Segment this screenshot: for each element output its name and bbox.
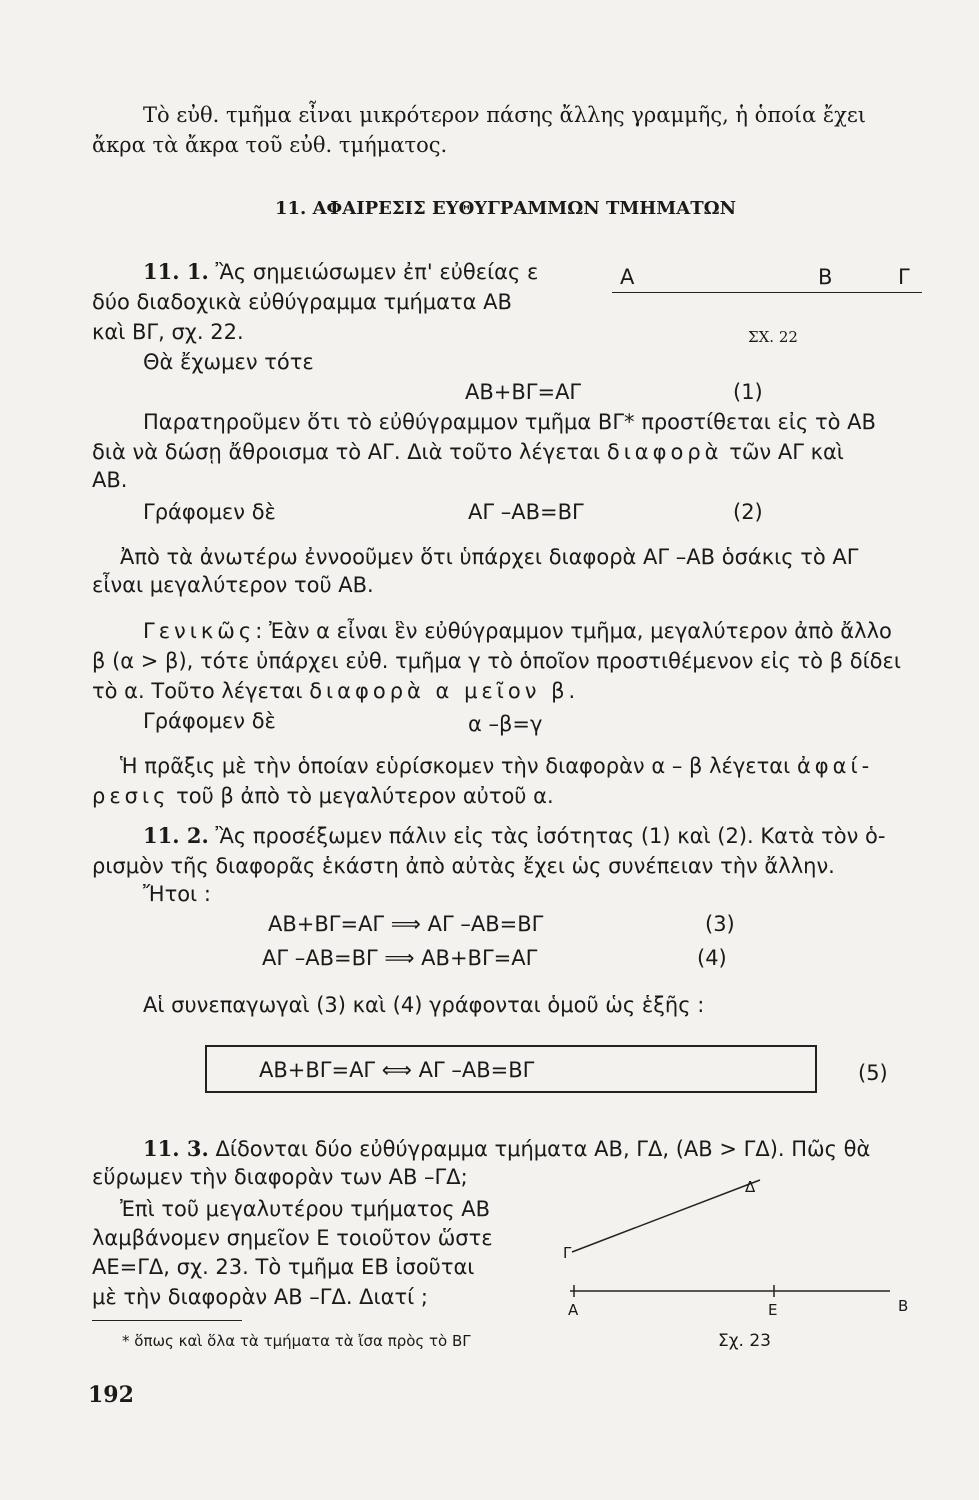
text: Δίδονται δύο εὐθύγραμμα τμήματα ΑΒ, ΓΔ, (ΑΒ > ΓΔ). Πῶς θὰ	[215, 1137, 871, 1161]
paragraph-number: 11. 2.	[143, 823, 209, 848]
fig23-label-e: Ε	[768, 1301, 778, 1319]
spaced-term: διαφορὰ α μεῖον β.	[309, 679, 580, 703]
equation-3-number: (3)	[705, 912, 735, 936]
footnote-rule	[92, 1320, 242, 1321]
paragraph-11-3-line-6: μὲ τὴν διαφορὰν ΑΒ –ΓΔ. Διατί ;	[92, 1285, 428, 1309]
paragraph-11-1-line-6	[92, 439, 844, 465]
equation-1: ΑΒ+ΒΓ=ΑΓ	[465, 380, 582, 404]
fig22-label-a: Α	[620, 265, 635, 289]
fig23-caption: Σχ. 23	[718, 1331, 772, 1351]
equation-2: ΑΓ –ΑΒ=ΒΓ	[468, 500, 584, 524]
page-number: 192	[88, 1382, 134, 1408]
paragraph-11-2-line-3: Ἤτοι :	[143, 882, 211, 906]
paragraph-11-3-line-3: Ἐπὶ τοῦ μεγαλυτέρου τμήματος ΑΒ	[120, 1197, 491, 1221]
fig23-segment-gd	[572, 1180, 760, 1252]
footnote: * ὅπως καὶ ὅλα τὰ τμήματα τὰ ἴσα πρὸς τὸ ΒΓ	[122, 1332, 471, 1350]
spaced-term: διαφορὰ	[606, 440, 723, 464]
fig22-label-b: Β	[818, 265, 833, 289]
equation-1-number: (1)	[733, 380, 763, 404]
fig23-label-g: Γ	[563, 1244, 572, 1262]
paragraph-11-1-line-8: Γράφομεν δὲ	[143, 500, 276, 524]
general-line-3	[92, 678, 579, 704]
section-title: 11. ΑΦΑΙΡΕΣΙΣ ΕΥΘΥΓΡΑΜΜΩΝ ΤΜΗΜΑΤΩΝ	[275, 198, 737, 219]
general-line-1	[143, 618, 892, 644]
text: τὸ α. Τοῦτο λέγεται	[92, 679, 303, 703]
text: Ἂς σημειώσωμεν ἐπ' εὐθείας ε	[215, 260, 539, 284]
paragraph-11-1-line-9: Ἀπὸ τὰ ἀνωτέρω ἐννοοῦμεν ὅτι ὑπάρχει διαφορὰ ΑΓ –ΑΒ ὁσάκις τὸ ΑΓ	[120, 545, 859, 569]
general-line-5	[120, 753, 873, 779]
fig22-line	[612, 292, 922, 293]
general-line-2: β (α > β), τότε ὑπάρχει εὐθ. τμῆμα γ τὸ ὁποῖον προστιθέμενον εἰς τὸ β δίδει	[92, 649, 901, 673]
intro-line-2: ἄκρα τὰ ἄκρα τοῦ εὐθ. τμήματος.	[92, 133, 448, 157]
general-equation: α –β=γ	[468, 712, 543, 736]
paragraph-11-2-line-1	[143, 823, 885, 849]
paragraph-11-1-line-10: εἶναι μεγαλύτερον τοῦ ΑΒ.	[92, 573, 374, 597]
paragraph-number: 11. 1.	[143, 259, 209, 284]
equation-4-number: (4)	[697, 946, 727, 970]
paragraph-11-3-line-2: εὕρωμεν τὴν διαφορὰν των ΑΒ –ΓΔ;	[92, 1165, 468, 1189]
paragraph-11-2-line-4: Αἱ συνεπαγωγαὶ (3) καὶ (4) γράφονται ὁμοῦ ὡς ἑξῆς :	[143, 993, 705, 1017]
paragraph-11-1-line-3: καὶ ΒΓ, σχ. 22.	[92, 320, 244, 344]
paragraph-11-1-line-4: Θὰ ἔχωμεν τότε	[143, 350, 314, 374]
paragraph-11-3-line-1	[143, 1136, 870, 1162]
equation-3: ΑΒ+ΒΓ=ΑΓ ⟹ ΑΓ –ΑΒ=ΒΓ	[268, 912, 544, 936]
paragraph-11-2-line-2: ρισμὸν τῆς διαφορᾶς ἑκάστη ἀπὸ αὐτὰς ἔχει ὡς συνέπειαν τὴν ἄλλην.	[92, 854, 835, 878]
paragraph-number: 11. 3.	[143, 1136, 209, 1161]
boxed-equation-frame	[205, 1045, 817, 1093]
equation-2-number: (2)	[733, 500, 763, 524]
fig23-label-b: Β	[898, 1297, 909, 1315]
spaced-term: ἀφαί-	[796, 754, 874, 778]
paragraph-11-1-line-7: ΑΒ.	[92, 468, 128, 492]
intro-line-1: Τὸ εὐθ. τμῆμα εἶναι μικρότερον πάσης ἄλλης γραμμῆς, ἡ ὁποία ἔχει	[143, 103, 866, 127]
fig23-label-d: Δ	[745, 1178, 756, 1196]
fig23-label-a: Α	[568, 1301, 579, 1319]
boxed-equation: ΑΒ+ΒΓ=ΑΓ ⟺ ΑΓ –ΑΒ=ΒΓ	[259, 1058, 535, 1082]
fig22-label-g: Γ	[898, 265, 910, 289]
general-line-4: Γράφομεν δὲ	[143, 709, 276, 733]
spaced-term: ρεσις	[92, 784, 170, 808]
text: : Ἐὰν α εἶναι ἓν εὐθύγραμμον τμῆμα, μεγαλύτερον ἀπὸ ἄλλο	[255, 619, 892, 643]
text: Ἂς προσέξωμεν πάλιν εἰς τὰς ἰσότητας (1) καὶ (2). Κατὰ τὸν ὁ-	[215, 824, 886, 848]
text: διὰ νὰ δώσῃ ἄθροισμα τὸ ΑΓ. Διὰ τοῦτο λέγεται	[92, 440, 601, 464]
paragraph-11-1-line-1	[143, 259, 538, 285]
fig23-drawing	[560, 1170, 920, 1300]
general-line-6	[92, 783, 554, 809]
spaced-term: Γενικῶς	[143, 619, 256, 643]
fig22-caption: ΣΧ. 22	[748, 328, 798, 346]
paragraph-11-1-line-5: Παρατηροῦμεν ὅτι τὸ εὐθύγραμμον τμῆμα ΒΓ* προστίθεται εἰς τὸ ΑΒ	[143, 410, 876, 434]
text: Ἡ πρᾶξις μὲ τὴν ὁποίαν εὑρίσκομεν τὴν διαφορὰν α – β λέγεται	[120, 754, 791, 778]
equation-4: ΑΓ –ΑΒ=ΒΓ ⟹ ΑΒ+ΒΓ=ΑΓ	[262, 946, 538, 970]
boxed-equation-number: (5)	[858, 1061, 888, 1085]
paragraph-11-3-line-4: λαμβάνομεν σημεῖον Ε τοιοῦτον ὥστε	[92, 1226, 493, 1250]
text: τοῦ β ἀπὸ τὸ μεγαλύτερον αὐτοῦ α.	[176, 784, 554, 808]
text: τῶν ΑΓ καὶ	[729, 440, 844, 464]
paragraph-11-1-line-2: δύο διαδοχικὰ εὐθύγραμμα τμήματα ΑΒ	[92, 290, 512, 314]
paragraph-11-3-line-5: ΑΕ=ΓΔ, σχ. 23. Τὸ τμῆμα ΕΒ ἰσοῦται	[92, 1255, 475, 1279]
